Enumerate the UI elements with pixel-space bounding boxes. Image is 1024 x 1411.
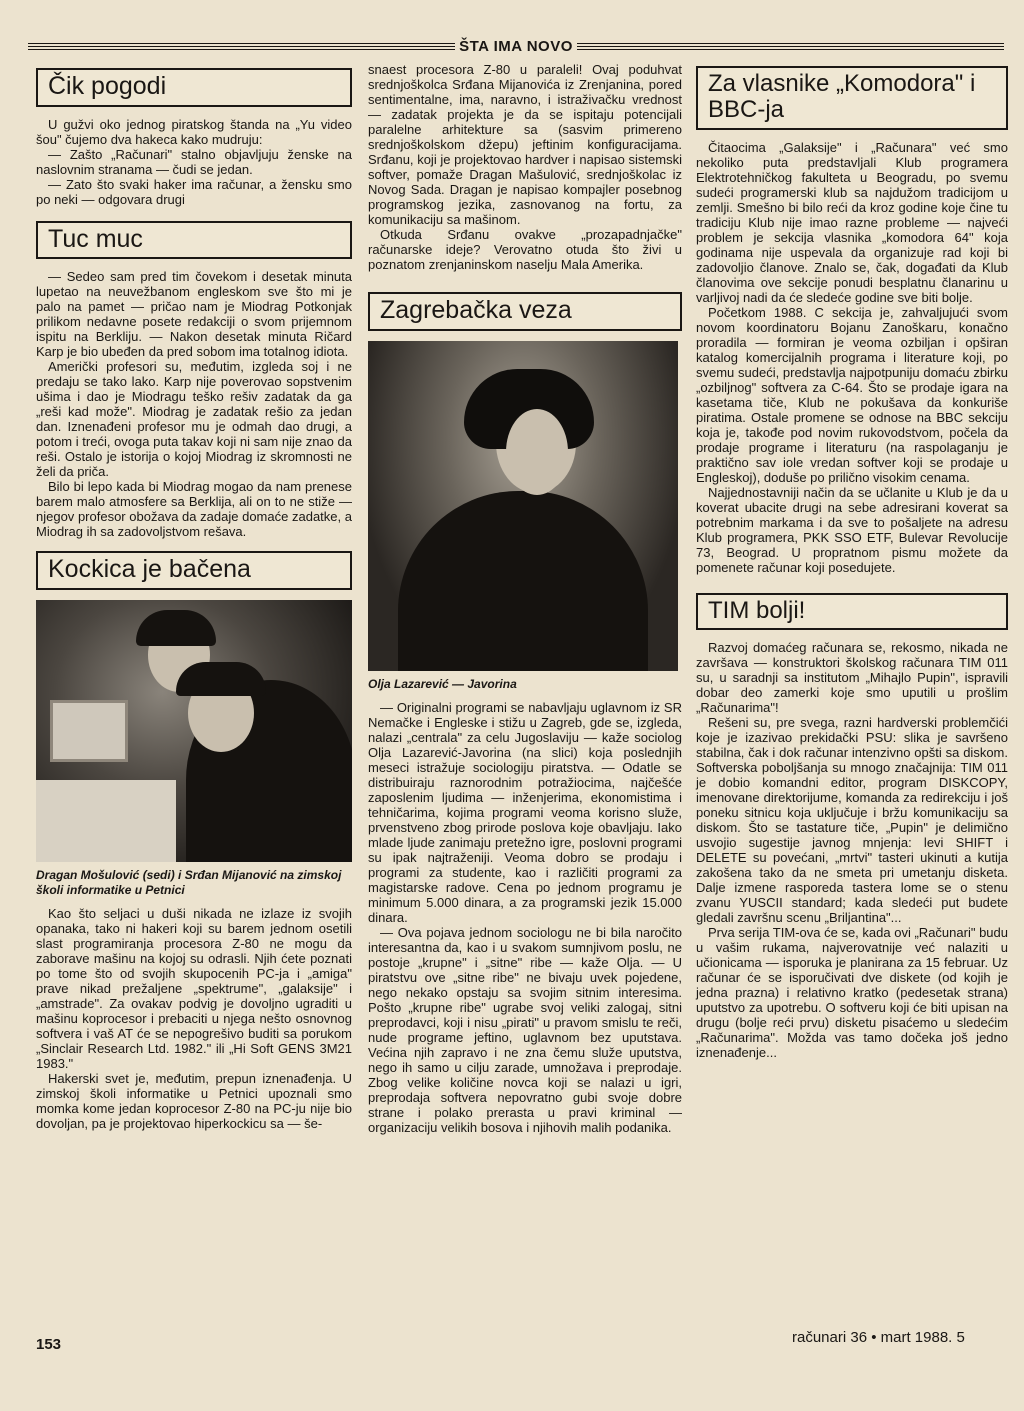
section-header — [28, 36, 1004, 56]
column-left — [36, 62, 352, 1131]
column-middle — [368, 62, 682, 1135]
page-footer: računari 36 • mart 1988. 5 — [792, 1329, 965, 1346]
paragraph: Razvoj domaćeg računara se, rekosmo, nikada ne završava — konstruktori školskog računara TIM 011 su, u saradnji sa institutom „Mihajlo Pupin", ispravili dobar deo zamerki koje smo uputili u prošlim „Računarima"! — [696, 640, 1008, 716]
photo-olja-lazarevic — [368, 341, 678, 671]
column-right — [696, 60, 1008, 1060]
paragraph: — Zato što svaki haker ima računar, a žensku smo po neki — odgovara drugi — [36, 176, 352, 207]
paragraph: snaest procesora Z-80 u paraleli! Ovaj poduhvat srednjoškolca Srđana Mijanovića iz Zrenjanina, pored sentimentalne, ima, naravno, i istraživačku vrednost — zadatak projekta je da se ispitaju potencijali paralelne arhitekture sa (sasvim primereno srednjoškolskom džepu) jeftinim konfiguracijama. Srđanu, koji je projektovao hardver i napisao sistemski softver, pomaže Dragan Mašulović, srednjoškolac iz Novog Sada. Dragan je napisao kompajler posebnog programskog jezika, zasnovanog na fortu, za komunikaciju sa mašinom. — [368, 62, 682, 227]
page-number-left: 153 — [36, 1336, 62, 1353]
paragraph: Bilo bi lepo kada bi Miodrag mogao da nam prenese barem malo atmosfere sa Berklija, ali on to ne stiže — njegov profesor obožava da zadaje domaće zadatke, a Miodrag ih sa zadovoljstvom rešava. — [36, 479, 352, 539]
paragraph: Kao što seljaci u duši nikada ne izlaze iz svojih opanaka, tako ni hakeri koji su barem jednom osetili slast programiranja procesora Z-80 ne mogu da zaborave mašinu na kojoj su odrasli. Njih ćete poznati po tome što od svojih skupocenih PC-ja i „amiga" prave nikad prežaljene „spektrume", „galaksije" i „amstrade". Za ovakav podvig je dovoljno ugraditi u mašinu koprocesor i prebaciti u njega nešto osnovnog softvera i vaš AT će se nepogrešivo buditi sa porukom „Sinclair Research Ltd. 1982." ili „Hi Soft GENS 3M21 1983." — [36, 905, 352, 1071]
header-rule-right — [577, 43, 1004, 50]
paragraph: — Originalni programi se nabavljaju uglavnom iz SR Nemačke i Engleske i stižu u Zagreb, gde se, izgleda, nalazi „centrala" za celu Jugoslaviju — kaže sociolog Olja Lazarević-Javorina (na slici) koja poslednjih meseci istražuje sociologiju piratstva. — Odatle se distribuiraju raznorodnim potražiocima, najčešće zaposlenim ljudima — inženjerima, ekonomistima i tehničarima, kojima programi veoma korisno služe, prvenstveno zbog prirode poslova koje obavljaju. Iako mlade ljude zanimaju pretežno igre, poslovni programi su ipak najtraženiji. Veoma dobro se prodaju i programi za studente, kao i različiti programi za magistarske radove. Cena po jednom programu je minimum 5.000 dinara, a za programski jezik 15.000 dinara. — [368, 699, 682, 925]
paragraph: Američki profesori su, međutim, izgleda soj i ne predaju se tako lako. Karp nije poverovao sopstvenim ušima i dao je Miodragu teško rešiv zadatak da ga „reši kad može". Miodrag je zadatak rešio za jedan dan. Iznenađeni profesor mu je odmah dao drugi, a potom i treći, ovoga puta takav koji ni sam nije znao da reši. Ostalo je istorija o kojoj Miodrag iz skromnosti ne želi da priča. — [36, 359, 352, 479]
paragraph: Rešeni su, pre svega, razni hardverski problemčići koje je izazivao prekidački PSU: slika je savršeno stabilna, čak i dok računar intenzivno opšti sa diskom. Softverska poboljšanja su mnogo značajnija: TIM 011 je dobio komandni editor, program DISKCOPY, imenovane direktorijume, komanda za redirekciju i još poneku sitnicu koja uključuje i bržu komunikaciju sa diskom. Što se tastature tiče, „Pupin" je delimično usvojio sugestije javnog mnjenja: levi SHIFT i DELETE su povećani, „mrtvi" tasteri ukinuti a kutija zakošena tako da ne smeta pri umetanju disketa. Dalje izmene rasporeda tastera lome se o stenu zvanu YUSCII standard; kada sledeći put budete gledali završnu scenu „Briljantina"... — [696, 715, 1008, 926]
paragraph: Početkom 1988. C sekcija je, zahvaljujući svom novom koordinatoru Bojanu Zanoškaru, konačno proradila — formiran je veoma ozbiljan i opširan katalog komercijalnih programa i literature koji, po svemu sudeći, predstavlja najpotpuniju domaću zbirku „ozbiljnog" softvera za C-64. Što se prodaje igara na kasetama tiče, Klub ne pokušava da konkuriše piratima. Ostale promene se odnose na BBC sekciju koja je, takođe pod novim rukovodstvom, počela da prodaje programe i literaturu (na raspolaganju je praktično sav iole vredan softver koji se prodaje u Engleskoj), doduše po prilično visokim cenama. — [696, 304, 1008, 485]
headline-tuc-muc: Tuc muc — [36, 221, 352, 260]
section-title: ŠTA IMA NOVO — [459, 37, 573, 55]
headline-za-vlasnike: Za vlasnike „Komodora" i BBC-ja — [696, 66, 1008, 130]
paragraph: — Zašto „Računari" stalno objavljuju ženske na naslovnim stranama — čudi se jedan. — [36, 146, 352, 177]
paragraph: Najjednostavniji način da se učlanite u Klub je da u koverat ubacite drugi na sebe adresirani koverat sa potrebnim markama i da sve to pošaljete na adresu Klub programera, PKK SSO ETF, Bulevar Revolucije 73, Beograd. U propratnom pismu možete da pomenete računar koji posedujete. — [696, 484, 1008, 575]
headline-kockica: Kockica je bačena — [36, 551, 352, 590]
paragraph: U gužvi oko jednog piratskog štanda na „Yu video šou" čujemo dva hakeca kako mudruju: — [36, 116, 352, 147]
paragraph: Hakerski svet je, međutim, prepun iznenađenja. U zimskoj školi informatike u Petnici upoznali smo momka kome jedan koprocesor Z-80 na PC-ju nije bio dovoljan, pa je projektovao hiperkockicu sa — še- — [36, 1070, 352, 1131]
paragraph: — Ova pojava jednom sociologu ne bi bila naročito interesantna da, kao i u svakom sumnjivom poslu, ne postoje „krupne" i „sitne" ribe — kaže Olja. — U piratstvu ove „sitne ribe" ne bivaju uvek pojedene, nego nekako opstaju sa svojim sitnim interesima. Pošto „krupne ribe" ugrabe svoj veliki zalogaj, sitni preprodavci, koji i nisu „pirati" u pravom smislu te reči, nude programe jeftino, uglavnom bez uputstava. Većina njih zapravo i ne zna čemu služe uputstva, nego ih samo u cilju zarade, umnožava i preprodaje. Zbog velike količine novca koji se nalazi u igri, preprodaja softvera nepovratno gubi svoje dobre strane i polako prerasta u pravi kriminal — organizaciju velikih bosova i njihovih malih podanika. — [368, 924, 682, 1135]
headline-tim-bolji: TIM bolji! — [696, 593, 1008, 630]
headline-zagrebacka-veza: Zagrebačka veza — [368, 292, 682, 331]
header-rule-left — [28, 43, 455, 50]
paragraph: Otkuda Srđanu ovakve „prozapadnjačke" računarske ideje? Verovatno otuda što živi u poznatom zrenjaninskom naselju Mala Amerika. — [368, 227, 682, 272]
headline-cik-pogodi: Čik pogodi — [36, 68, 352, 107]
paragraph: — Sedeo sam pred tim čovekom i desetak minuta lupetao na neuvežbanom engleskom sve što mi je palo na pamet — pričao nam je Miodrag Potkonjak prilikom nedavne posete redakciji o svom prijemnom ispitu na Berkliju. — Nakon desetak minuta Ričard Karp je bio ubeđen da pred sobom ima totalnog idiota. — [36, 269, 352, 359]
photo-caption: Olja Lazarević — Javorina — [368, 676, 517, 691]
photo-two-students — [36, 600, 352, 862]
photo-caption: Dragan Mošulović (sedi) i Srđan Mijanović na zimskoj školi informatike u Petnici — [36, 867, 342, 897]
paragraph: Prva serija TIM-ova će se, kada ovi „Računari" budu u vašim rukama, najverovatnije već nalaziti u učionicama — isporuka je planirana za 15 februar. Uz računar će se isporučivati dve diskete (od kojih je jedna prazna) i relativno kratko (pedesetak strana) uputstvo za upotrebu. O softveru koji će biti upisan na drugu (bolje reći prvu) disketu pisaćemo u sledećim „Računarima". Možda vas tamo dočeka još jedno iznenađenje... — [696, 925, 1008, 1061]
paragraph: Čitaocima „Galaksije" i „Računara" već smo nekoliko puta predstavljali Klub programera Elektrotehničkog fakulteta u Beogradu, po svemu sudeći programerski klub sa najdužom tradicijom u zemlji. Smešno bi bilo reći da kroz godine koje čine tu tradiciju Klub nije imao razne probleme — najveći problem je sekcija vlasnika „komodora 64" koja godinama nije uspevala da organizuje rad koji bi zadovoljio članove. Znalo se, čak, događati da Klub članovima ove sekcije ponudi besplatnu članarinu u varljivoj nadi da će sledeće godine sve biti bolje. — [696, 139, 1008, 305]
